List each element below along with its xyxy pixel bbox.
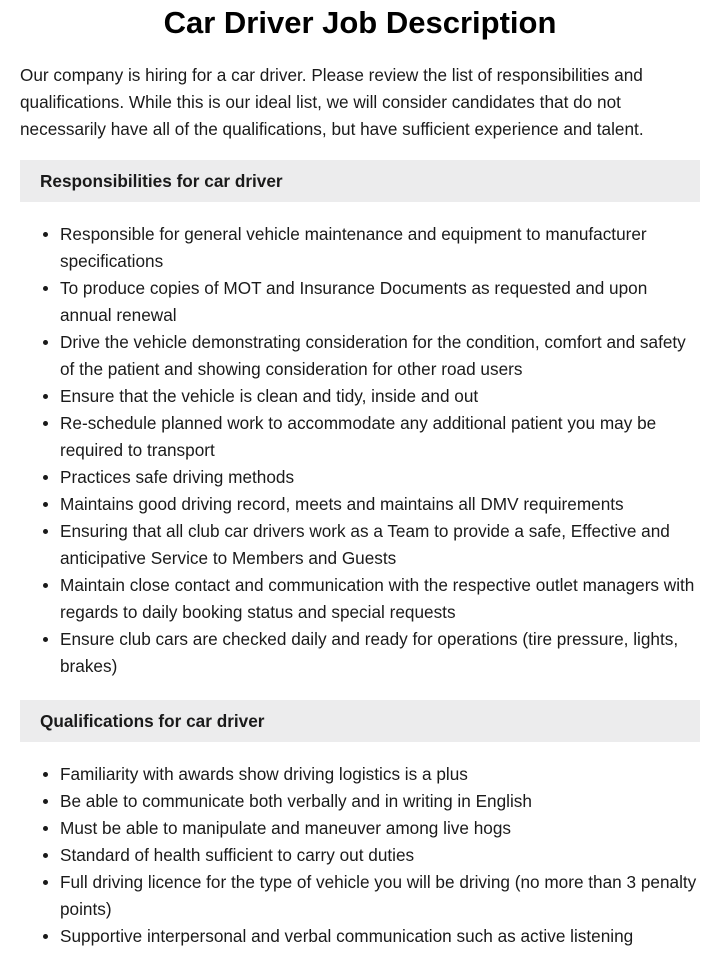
qualification-item: Standard of health sufficient to carry out duties [60, 842, 700, 869]
qualification-item: Supportive interpersonal and verbal communication such as active listening [60, 923, 700, 950]
responsibility-item: Ensuring that all club car drivers work as a Team to provide a safe, Effective and anticipative Service to Members and Guests [60, 518, 700, 572]
responsibility-item: Maintain close contact and communication with the respective outlet managers with regards to daily booking status and special requests [60, 572, 700, 626]
responsibilities-list [20, 221, 700, 680]
responsibilities-heading: Responsibilities for car driver [20, 160, 700, 202]
qualification-item: Familiarity with awards show driving logistics is a plus [60, 761, 700, 788]
responsibility-item: Responsible for general vehicle maintenance and equipment to manufacturer specifications [60, 221, 700, 275]
page-title: Car Driver Job Description [163, 5, 557, 40]
responsibility-item: Re-schedule planned work to accommodate any additional patient you may be required to transport [60, 410, 700, 464]
qualification-item: Full driving licence for the type of vehicle you will be driving (no more than 3 penalty points) [60, 869, 700, 923]
qualification-item: Be able to communicate both verbally and in writing in English [60, 788, 700, 815]
qualifications-list [20, 761, 700, 950]
responsibility-item: To produce copies of MOT and Insurance Documents as requested and upon annual renewal [60, 275, 700, 329]
intro-paragraph: Our company is hiring for a car driver. Please review the list of responsibilities and qualifications. While this is our ideal list, we will consider candidates that do not necessarily have all of the qualifications, but have sufficient experience and talent. [20, 65, 644, 139]
responsibility-item: Ensure club cars are checked daily and ready for operations (tire pressure, lights, brakes) [60, 626, 700, 680]
responsibility-item: Ensure that the vehicle is clean and tidy, inside and out [60, 383, 700, 410]
responsibility-item: Practices safe driving methods [60, 464, 700, 491]
qualifications-heading: Qualifications for car driver [20, 700, 700, 742]
qualification-item: Must be able to manipulate and maneuver among live hogs [60, 815, 700, 842]
responsibility-item: Maintains good driving record, meets and maintains all DMV requirements [60, 491, 700, 518]
responsibility-item: Drive the vehicle demonstrating consideration for the condition, comfort and safety of the patient and showing consideration for other road users [60, 329, 700, 383]
